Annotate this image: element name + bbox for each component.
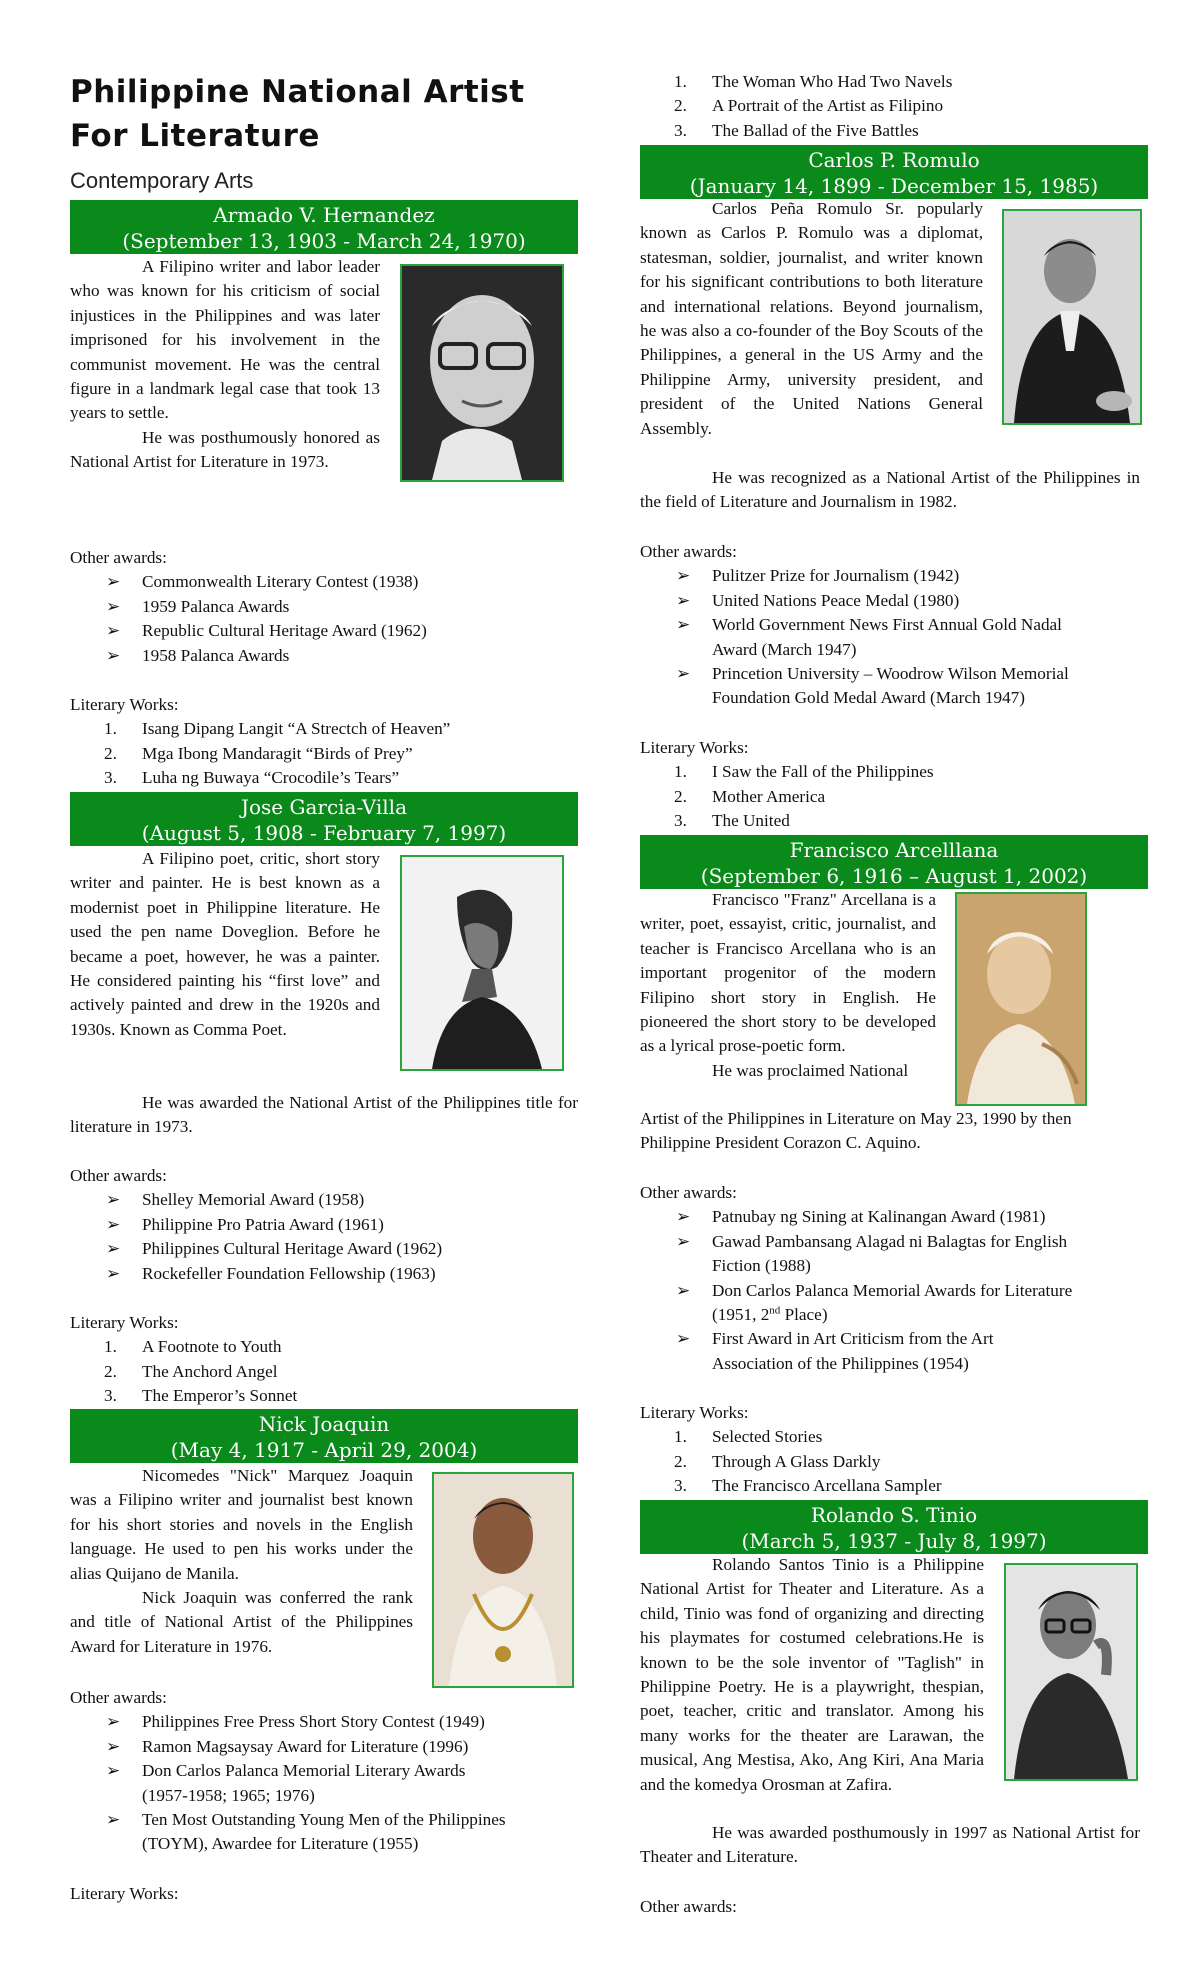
portrait-tinio-image — [1006, 1565, 1136, 1779]
artist-bio-arcellana-tail: Artist of the Philippines in Literature on May 23, 1990 by then Philippine President Corazon C. Aquino. — [640, 1109, 1072, 1153]
award-item: ➢ World Government News First Annual Gold Nadal Award (March 1947) — [676, 615, 1062, 659]
work-item: 2. Mga Ibong Mandaragit “Birds of Prey” — [104, 743, 413, 763]
other-awards-arcellana — [640, 1181, 1148, 1376]
artist-name: Nick Joaquin — [258, 1412, 390, 1436]
award-item: ➢ United Nations Peace Medal (1980) — [676, 590, 960, 610]
work-item: 3. The United — [674, 811, 790, 831]
other-awards-joaquin — [70, 1686, 578, 1857]
other-awards-tinio — [640, 1895, 1148, 1919]
award-item: ➢ Rockefeller Foundation Fellowship (1963) — [106, 1263, 436, 1283]
literary-works-continuation — [640, 70, 1148, 143]
other-awards-villa — [70, 1164, 578, 1286]
work-item: 2. Through A Glass Darkly — [674, 1451, 881, 1471]
work-item: 1. Selected Stories — [674, 1427, 823, 1447]
award-item: ➢ Philippine Pro Patria Award (1961) — [106, 1214, 384, 1234]
artist-bio-arcellana: Francisco "Franz" Arcellana is a writer, poet, essayist, critic, journalist, and teacher is Francisco Arcellana who is an important progenitor of the modern Filipino short story in English. He pioneered the short story to be developed as a lyrical prose-poetic form. He was proclaimed National — [640, 890, 936, 1080]
award-item: ➢ Gawad Pambansang Alagad ni Balagtas for English Fiction (1988) — [676, 1231, 1068, 1276]
portrait-joaquin-image — [434, 1474, 572, 1686]
artist-banner-arcellana — [640, 835, 1148, 889]
work-item: 2. The Anchord Angel — [104, 1361, 278, 1381]
award-item: ➢ Patnubay ng Sining at Kalinangan Award (1981) — [676, 1207, 1046, 1227]
artist-name: Rolando S. Tinio — [810, 1503, 978, 1527]
award-item: ➢ Commonwealth Literary Contest (1938) — [106, 572, 419, 592]
artist-name: Jose Garcia-Villa — [240, 795, 407, 819]
title-line-1: Philippine National Artist — [70, 74, 525, 110]
work-item: 1. The Woman Who Had Two Navels — [674, 72, 953, 91]
artist-dates: (March 5, 1937 - July 8, 1997) — [741, 1529, 1047, 1553]
portrait-arcellana-image — [957, 894, 1085, 1104]
artist-dates: (May 4, 1917 - April 29, 2004) — [170, 1438, 478, 1462]
award-item: ➢ Princetion University – Woodrow Wilson Memorial Foundation Gold Medal Award (March 1947) — [676, 664, 1069, 708]
artist-banner-hernandez — [70, 200, 578, 254]
literary-works-heading: Literary Works: — [640, 1403, 749, 1422]
other-awards-heading: Other awards: — [640, 1897, 737, 1916]
artist-bio-romulo-award: He was recognized as a National Artist of the Philippines in the field of Literature and Journalism in 1982. — [640, 468, 1140, 512]
portrait-tinio-photo — [1004, 1563, 1138, 1781]
award-item: ➢ Philippines Cultural Heritage Award (1962) — [106, 1239, 443, 1259]
artist-bio-tinio: Rolando Santos Tinio is a Philippine National Artist for Theater and Literature. As a child, Tinio was fond of organizing and directing his playmates for costumed celebrations.He is known to be the sole inventor of "Taglish" in Philippine Poetry. He is a playwright, thespian, poet, teacher, critic and translator. Among his many works for the theater are Larawan, the musical, Ang Mestisa, Ako, Ang Kiri, Ana Maria and the komedya Orosman at Zafira. — [640, 1555, 984, 1794]
portrait-hernandez-photo — [400, 264, 564, 482]
other-awards-hernandez — [70, 546, 578, 668]
other-awards-heading: Other awards: — [640, 542, 737, 561]
page-title — [70, 70, 590, 158]
literary-works-arcellana — [640, 1401, 1148, 1499]
other-awards-romulo — [640, 540, 1148, 711]
portrait-villa-image — [402, 857, 562, 1069]
artist-name: Francisco Arcelllana — [789, 838, 999, 862]
artist-banner-villa — [70, 792, 578, 846]
award-item: ➢ Ten Most Outstanding Young Men of the Philippines (TOYM), Awardee for Literature (1955) — [106, 1810, 506, 1854]
award-item: ➢ Shelley Memorial Award (1958) — [106, 1190, 365, 1210]
artist-dates: (January 14, 1899 - December 15, 1985) — [689, 174, 1099, 198]
work-item: 2. A Portrait of the Artist as Filipino — [674, 96, 944, 116]
portrait-romulo-photo — [1002, 209, 1142, 425]
title-line-2: For Literature — [70, 118, 320, 154]
literary-works-joaquin — [70, 1882, 578, 1906]
artist-dates: (August 5, 1908 - February 7, 1997) — [141, 821, 507, 845]
portrait-arcellana-photo — [955, 892, 1087, 1106]
other-awards-heading: Other awards: — [70, 548, 167, 567]
portrait-hernandez-image — [402, 266, 562, 480]
work-item: 1. Isang Dipang Langit “A Strectch of Heaven” — [104, 719, 451, 739]
work-item: 3. The Francisco Arcellana Sampler — [674, 1476, 942, 1496]
award-item: ➢ Ramon Magsaysay Award for Literature (1996) — [106, 1736, 469, 1756]
work-item: 1. A Footnote to Youth — [104, 1337, 282, 1357]
artist-bio-villa: A Filipino poet, critic, short story writer and painter. He is best known as a modernist poet in Philippine literature. He used the pen name Doveglion. Before he became a poet, however, he was a painter. He considered painting his “first love” and actively painted and drew in the 1920s and 1930s. Known as Comma Poet. — [70, 849, 380, 1039]
literary-works-heading: Literary Works: — [70, 695, 179, 714]
artist-banner-tinio — [640, 1500, 1148, 1554]
artist-banner-joaquin — [70, 1409, 578, 1463]
portrait-villa-photo — [400, 855, 564, 1071]
artist-banner-romulo — [640, 145, 1148, 199]
literary-works-hernandez — [70, 693, 578, 791]
award-item: ➢ 1958 Palanca Awards — [106, 645, 290, 665]
artist-dates: (September 6, 1916 – August 1, 2002) — [700, 864, 1088, 888]
award-item: ➢ First Award in Art Criticism from the Art Association of the Philippines (1954) — [676, 1329, 994, 1373]
artist-bio-villa-award: He was awarded the National Artist of the Philippines title for literature in 1973. — [70, 1093, 578, 1137]
artist-dates: (September 13, 1903 - March 24, 1970) — [122, 229, 526, 253]
artist-name: Carlos P. Romulo — [808, 148, 980, 172]
artist-bio-romulo: Carlos Peña Romulo Sr. popularly known as Carlos P. Romulo was a diplomat, statesman, soldier, journalist, and writer known for his significant contributions to both literature and international relations. Beyond journalism, he was also a co-founder of the Boy Scouts of the Philippines, a general in the US Army and the Philippine Army, university president, and president of the United Nations General Assembly. — [640, 199, 983, 438]
award-item: ➢ Republic Cultural Heritage Award (1962) — [106, 621, 427, 641]
award-item: ➢ Don Carlos Palanca Memorial Awards for Literature (1951, 2nd Place) — [676, 1280, 1073, 1325]
award-item: ➢ Don Carlos Palanca Memorial Literary Awards (1957-1958; 1965; 1976) — [106, 1761, 466, 1805]
artist-bio-hernandez: A Filipino writer and labor leader who was known for his criticism of social injustices in the Philippines and was later imprisoned for his involvement in the communist movement. He was the central figure in a landmark legal case that took 13 years to settle. He was posthumously honored as National Artist for Literature in 1973. — [70, 257, 380, 472]
literary-works-heading: Literary Works: — [70, 1884, 179, 1903]
artist-bio-joaquin: Nicomedes "Nick" Marquez Joaquin was a Filipino writer and journalist best known for his short stories and novels in the English language. He used to pen his works under the alias Quijano de Manila. Nick Joaquin was conferred the rank and title of National Artist of the Philippines Award for Literature in 1976. — [70, 1466, 413, 1656]
other-awards-heading: Other awards: — [70, 1166, 167, 1185]
other-awards-heading: Other awards: — [70, 1688, 167, 1707]
literary-works-romulo — [640, 736, 1148, 834]
award-item: ➢ Philippines Free Press Short Story Contest (1949) — [106, 1712, 485, 1732]
work-item: 3. The Ballad of the Five Battles — [674, 120, 919, 140]
work-item: 3. The Emperor’s Sonnet — [104, 1386, 298, 1406]
artist-name: Armado V. Hernandez — [213, 203, 435, 227]
portrait-romulo-image — [1004, 211, 1140, 423]
page-subtitle: Contemporary Arts — [70, 168, 254, 193]
literary-works-heading: Literary Works: — [70, 1313, 179, 1332]
literary-works-heading: Literary Works: — [640, 738, 749, 757]
other-awards-heading: Other awards: — [640, 1183, 737, 1202]
work-item: 1. I Saw the Fall of the Philippines — [674, 762, 934, 782]
award-item: ➢ 1959 Palanca Awards — [106, 596, 290, 616]
portrait-joaquin-photo — [432, 1472, 574, 1688]
award-item: ➢ Pulitzer Prize for Journalism (1942) — [676, 566, 960, 586]
work-item: 3. Luha ng Buwaya “Crocodile’s Tears” — [104, 768, 400, 788]
literary-works-villa — [70, 1311, 578, 1409]
artist-bio-tinio-award: He was awarded posthumously in 1997 as National Artist for Theater and Literature. — [640, 1823, 1140, 1867]
work-item: 2. Mother America — [674, 786, 826, 806]
